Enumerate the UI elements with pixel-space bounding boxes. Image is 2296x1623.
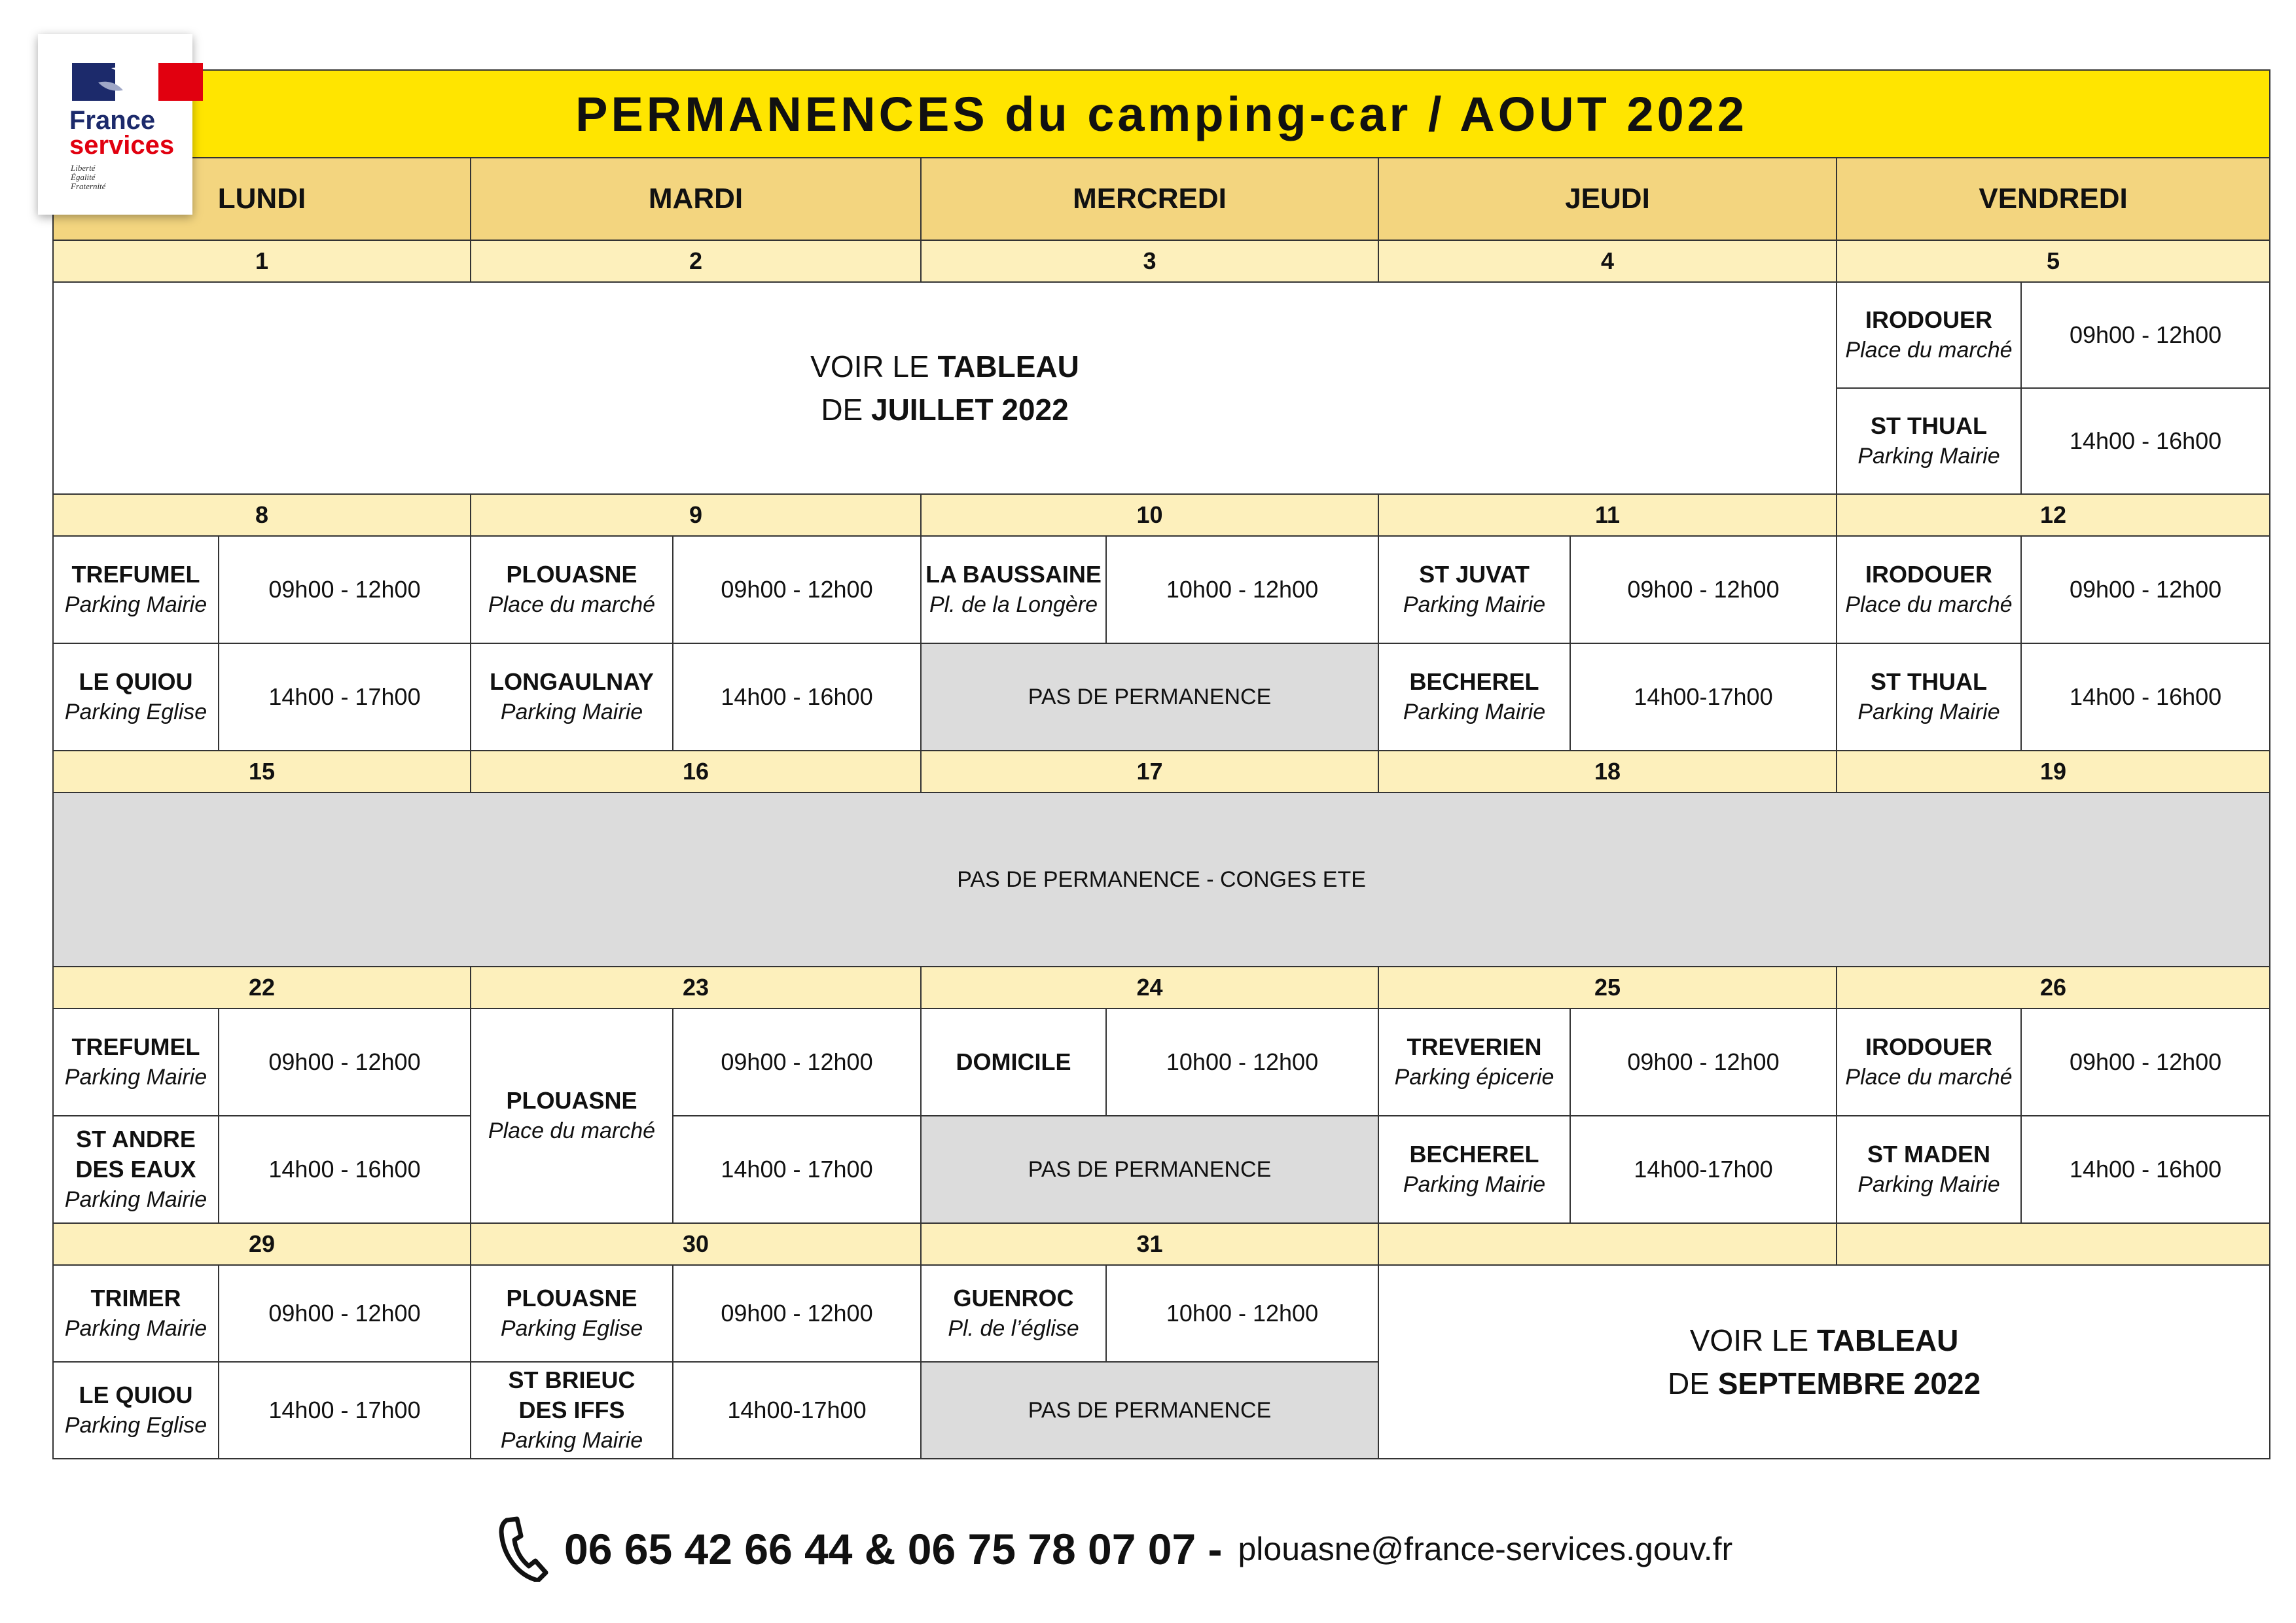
day-header-thursday: JEUDI	[1378, 158, 1837, 240]
no-session-cell: PAS DE PERMANENCE	[921, 643, 1378, 751]
location-name: DES IFFS	[518, 1397, 625, 1423]
location-name: DOMICILE	[956, 1048, 1071, 1075]
time-slot: 09h00 - 12h00	[219, 1265, 471, 1362]
time-slot: 09h00 - 12h00	[673, 1265, 921, 1362]
day-header-friday: VENDREDI	[1837, 158, 2270, 240]
location-cell	[471, 1265, 673, 1362]
date-number: 25	[1378, 967, 1837, 1008]
location-name: LE QUIOU	[79, 668, 193, 695]
time-slot: 09h00 - 12h00	[2021, 536, 2270, 643]
location-place: Pl. de la Longère	[929, 592, 1098, 617]
location-cell	[921, 1008, 1106, 1116]
location-place: Parking Mairie	[64, 592, 207, 617]
note-text: DE	[821, 393, 871, 427]
motto-line: Liberté	[71, 163, 96, 173]
location-cell	[1837, 388, 2021, 494]
location-cell	[1837, 282, 2021, 388]
time-slot: 14h00-17h00	[673, 1362, 921, 1459]
time-slot: 14h00-17h00	[1570, 643, 1837, 751]
location-name: BECHEREL	[1409, 668, 1539, 695]
location-name: ST BRIEUC	[508, 1366, 636, 1393]
location-cell	[53, 643, 219, 751]
marianne-icon	[72, 63, 203, 101]
note-text-bold: TABLEAU	[1817, 1323, 1959, 1357]
time-slot: 14h00 - 17h00	[219, 1362, 471, 1459]
location-name: PLOUASNE	[506, 1285, 637, 1311]
location-place: Parking Eglise	[64, 1413, 207, 1438]
location-name: LA BAUSSAINE	[925, 561, 1102, 588]
location-place: Place du marché	[488, 1118, 656, 1143]
location-name: LONGAULNAY	[490, 668, 654, 695]
logo-france-text: France	[69, 106, 156, 135]
location-name: TREFUMEL	[71, 1033, 200, 1060]
motto-line: Égalité	[71, 172, 96, 182]
location-cell	[53, 1008, 219, 1116]
logo-motto	[71, 164, 105, 191]
location-name: TREFUMEL	[71, 561, 200, 588]
time-slot: 09h00 - 12h00	[1570, 1008, 1837, 1116]
holiday-closure-cell: PAS DE PERMANENCE - CONGES ETE	[53, 793, 2270, 967]
location-cell	[53, 536, 219, 643]
location-place: Place du marché	[1845, 592, 2013, 617]
date-number: 11	[1378, 494, 1837, 536]
no-session-cell: PAS DE PERMANENCE	[921, 1116, 1378, 1223]
location-place: Parking Mairie	[500, 700, 643, 724]
page-title: PERMANENCES du camping-car / AOUT 2022	[53, 70, 2270, 158]
date-number: 4	[1378, 240, 1837, 282]
location-cell	[53, 1265, 219, 1362]
note-text: VOIR LE	[810, 349, 938, 383]
location-cell	[1837, 643, 2021, 751]
time-slot: 09h00 - 12h00	[2021, 282, 2270, 388]
date-number	[1837, 1223, 2270, 1265]
time-slot: 14h00-17h00	[1570, 1116, 1837, 1223]
time-slot: 09h00 - 12h00	[673, 1008, 921, 1116]
time-slot: 09h00 - 12h00	[1570, 536, 1837, 643]
location-place: Parking Mairie	[64, 1316, 207, 1341]
date-number: 12	[1837, 494, 2270, 536]
date-number: 2	[471, 240, 921, 282]
note-text: DE	[1668, 1366, 1718, 1400]
time-slot: 09h00 - 12h00	[219, 536, 471, 643]
location-place: Place du marché	[1845, 338, 2013, 363]
time-slot: 14h00 - 16h00	[2021, 388, 2270, 494]
location-place: Parking Mairie	[1403, 592, 1546, 617]
day-header-wednesday: MERCREDI	[921, 158, 1378, 240]
time-slot: 14h00 - 16h00	[673, 643, 921, 751]
location-place: Pl. de l’église	[948, 1316, 1079, 1341]
contact-email[interactable]: plouasne@france-services.gouv.fr	[1238, 1531, 1733, 1567]
date-number: 1	[53, 240, 471, 282]
location-name: ST JUVAT	[1419, 561, 1530, 588]
schedule-table	[52, 69, 2270, 1459]
time-slot: 09h00 - 12h00	[219, 1008, 471, 1116]
location-cell	[1837, 536, 2021, 643]
date-number: 30	[471, 1223, 921, 1265]
time-slot: 10h00 - 12h00	[1106, 536, 1378, 643]
time-slot: 10h00 - 12h00	[1106, 1008, 1378, 1116]
location-name: DES EAUX	[75, 1156, 196, 1183]
date-number: 22	[53, 967, 471, 1008]
time-slot: 14h00 - 16h00	[2021, 643, 2270, 751]
time-slot: 14h00 - 17h00	[219, 643, 471, 751]
location-cell	[1837, 1008, 2021, 1116]
date-number: 3	[921, 240, 1378, 282]
location-place: Parking Eglise	[64, 700, 207, 724]
day-header-monday: LUNDI	[53, 158, 471, 240]
date-number: 19	[1837, 751, 2270, 793]
location-place: Parking Mairie	[1857, 1172, 2000, 1197]
date-number: 26	[1837, 967, 2270, 1008]
location-name: PLOUASNE	[506, 1087, 637, 1114]
location-place: Parking épicerie	[1394, 1065, 1554, 1090]
date-number: 23	[471, 967, 921, 1008]
note-text-bold: JUILLET 2022	[871, 393, 1069, 427]
location-name: ST ANDRE	[76, 1126, 196, 1152]
location-cell	[1378, 643, 1570, 751]
note-text-bold: TABLEAU	[937, 349, 1079, 383]
time-slot: 14h00 - 16h00	[2021, 1116, 2270, 1223]
logo-services-text: services	[69, 131, 175, 160]
location-name: IRODOUER	[1865, 1033, 1992, 1060]
location-name: IRODOUER	[1865, 306, 1992, 333]
contact-footer	[497, 1513, 1732, 1585]
location-place: Parking Mairie	[500, 1428, 643, 1453]
location-cell	[921, 536, 1106, 643]
time-slot: 09h00 - 12h00	[673, 536, 921, 643]
date-number: 17	[921, 751, 1378, 793]
location-name: GUENROC	[953, 1285, 1074, 1311]
note-text: VOIR LE	[1689, 1323, 1818, 1357]
location-name: TRIMER	[90, 1285, 181, 1311]
date-number: 24	[921, 967, 1378, 1008]
location-place: Parking Eglise	[500, 1316, 643, 1341]
location-cell	[1837, 1116, 2021, 1223]
location-cell	[53, 1116, 219, 1223]
date-number: 31	[921, 1223, 1378, 1265]
schedule-sheet	[52, 69, 2269, 1459]
time-slot: 09h00 - 12h00	[2021, 1008, 2270, 1116]
location-cell	[471, 1008, 673, 1223]
location-name: IRODOUER	[1865, 561, 1992, 588]
see-september-table-note	[1378, 1265, 2270, 1459]
location-name: ST THUAL	[1871, 668, 1987, 695]
time-slot: 14h00 - 16h00	[219, 1116, 471, 1223]
phone-numbers: 06 65 42 66 44 & 06 75 78 07 07 -	[564, 1525, 1223, 1573]
date-number: 10	[921, 494, 1378, 536]
date-number: 8	[53, 494, 471, 536]
date-number: 5	[1837, 240, 2270, 282]
note-text-bold: SEPTEMBRE 2022	[1717, 1366, 1981, 1400]
date-number: 29	[53, 1223, 471, 1265]
see-july-table-note	[53, 282, 1837, 494]
date-number: 18	[1378, 751, 1837, 793]
location-name: LE QUIOU	[79, 1382, 193, 1408]
location-place: Parking Mairie	[64, 1187, 207, 1212]
time-slot: 14h00 - 17h00	[673, 1116, 921, 1223]
date-number: 16	[471, 751, 921, 793]
location-place: Parking Mairie	[1403, 700, 1546, 724]
location-place: Place du marché	[1845, 1065, 2013, 1090]
location-place: Parking Mairie	[1857, 444, 2000, 469]
location-cell	[1378, 1116, 1570, 1223]
no-session-cell: PAS DE PERMANENCE	[921, 1362, 1378, 1459]
date-number: 9	[471, 494, 921, 536]
location-name: ST MADEN	[1867, 1141, 1990, 1168]
location-name: ST THUAL	[1871, 412, 1987, 439]
motto-line: Fraternité	[71, 181, 106, 191]
location-cell	[1378, 1008, 1570, 1116]
location-name: PLOUASNE	[506, 561, 637, 588]
location-name: BECHEREL	[1409, 1141, 1539, 1168]
location-cell	[471, 1362, 673, 1459]
date-number: 15	[53, 751, 471, 793]
location-place: Place du marché	[488, 592, 656, 617]
location-cell	[921, 1265, 1106, 1362]
location-cell	[471, 643, 673, 751]
location-name: TREVERIEN	[1407, 1033, 1542, 1060]
day-header-tuesday: MARDI	[471, 158, 921, 240]
location-cell	[53, 1362, 219, 1459]
phone-icon	[497, 1516, 548, 1582]
location-place: Parking Mairie	[64, 1065, 207, 1090]
location-place: Parking Mairie	[1403, 1172, 1546, 1197]
location-cell	[471, 536, 673, 643]
france-services-logo	[38, 34, 192, 215]
location-place: Parking Mairie	[1857, 700, 2000, 724]
date-number	[1378, 1223, 1837, 1265]
location-cell	[1378, 536, 1570, 643]
time-slot: 10h00 - 12h00	[1106, 1265, 1378, 1362]
